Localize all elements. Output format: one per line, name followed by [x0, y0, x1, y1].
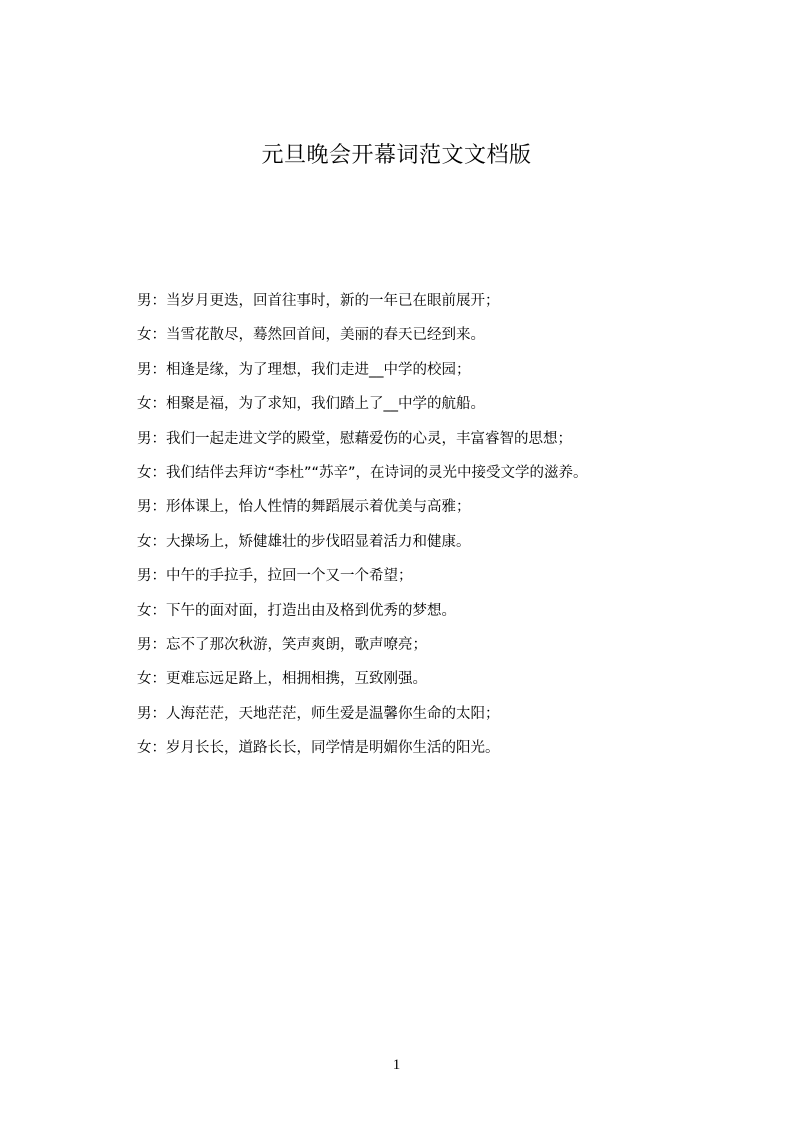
dialogue-line: 女：下午的面对面，打造出由及格到优秀的梦想。: [137, 602, 456, 619]
dialogue-line: 男：忘不了那次秋游，笑声爽朗，歌声嘹亮；: [137, 636, 427, 653]
dialogue-line: 男：相逢是缘，为了理想，我们走进__中学的校园；: [137, 361, 471, 378]
dialogue-line: 男：当岁月更迭，回首往事时，新的一年已在眼前展开；: [137, 293, 500, 309]
dialogue-line: 男：人海茫茫，天地茫茫，师生爱是温馨你生命的太阳；: [137, 705, 500, 722]
dialogue-line: 男：中午的手拉手，拉回一个又一个希望；: [137, 568, 413, 585]
dialogue-line: 女：大操场上，矫健雄壮的步伐昭显着活力和健康。: [137, 533, 471, 550]
page-number: 1: [392, 1057, 401, 1073]
dialogue-line: 女：岁月长长，道路长长，同学情是明媚你生活的阳光。: [137, 740, 500, 757]
dialogue-line: 女：我们结伴去拜访“李杜”“苏辛”，在诗词的灵光中接受文学的滋养。: [137, 464, 588, 481]
dialogue-line: 女：当雪花散尽，蓦然回首间，美丽的春天已经到来。: [137, 327, 485, 344]
dialogue-line: 女：相聚是福，为了求知，我们踏上了__中学的航船。: [137, 396, 485, 413]
dialogue-line: 男：形体课上，怡人性情的舞蹈展示着优美与高雅；: [137, 499, 471, 516]
document-title: 元旦晚会开幕词范文文档版: [261, 143, 532, 168]
dialogue-line: 女：更难忘远足路上，相拥相携，互致刚强。: [137, 671, 427, 688]
dialogue-list: [137, 287, 697, 768]
dialogue-line: 男：我们一起走进文学的殿堂，慰藉爱伤的心灵，丰富睿智的思想；: [137, 430, 572, 447]
